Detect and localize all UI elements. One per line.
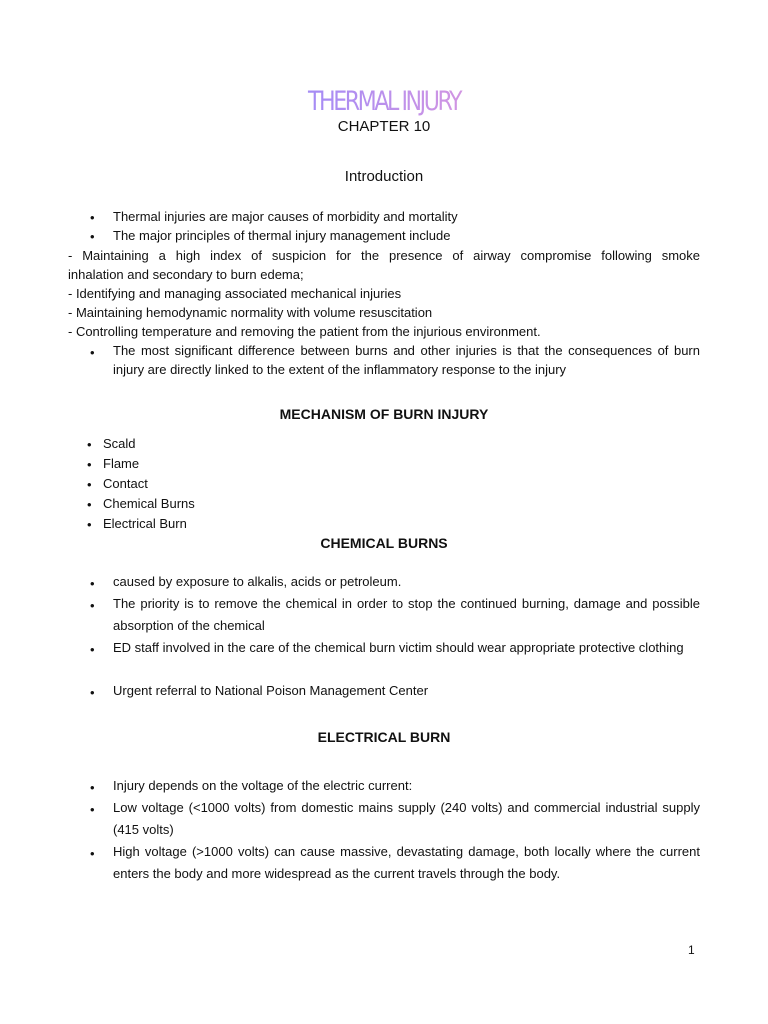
bullet-icon: • xyxy=(90,229,95,244)
chemical-item: Urgent referral to National Poison Management Center xyxy=(113,683,429,698)
chemical-item: caused by exposure to alkalis, acids or petroleum. xyxy=(113,574,402,589)
mechanism-item: Flame xyxy=(103,456,140,471)
bullet-icon: • xyxy=(90,846,95,861)
bullet-icon: • xyxy=(90,345,95,360)
bullet-icon: • xyxy=(90,685,95,700)
electrical-burn-heading: ELECTRICAL BURN xyxy=(317,729,451,745)
intro-dash-line-3: - Identifying and managing associated mechanical injuries xyxy=(68,286,402,301)
mechanism-item: Scald xyxy=(103,436,136,451)
mechanism-item: Contact xyxy=(103,476,148,491)
intro-dash-line-4: - Maintaining hemodynamic normality with volume resuscitation xyxy=(68,305,433,320)
intro-bullet-1: Thermal injuries are major causes of morbidity and mortality xyxy=(113,209,458,224)
mechanism-item: Electrical Burn xyxy=(103,516,187,531)
bullet-icon: • xyxy=(90,598,95,613)
bullet-icon: • xyxy=(87,497,92,512)
bullet-icon: • xyxy=(87,477,92,492)
bullet-icon: • xyxy=(90,210,95,225)
electrical-item: Low voltage (<1000 volts) from domestic mains supply (240 volts) and commercial industrial supply (415 volts) xyxy=(113,800,700,837)
bullet-icon: • xyxy=(90,576,95,591)
mechanism-item: Chemical Burns xyxy=(103,496,195,511)
mechanism-heading: MECHANISM OF BURN INJURY xyxy=(279,406,489,422)
chapter-label: CHAPTER 10 xyxy=(337,118,431,135)
electrical-item: Injury depends on the voltage of the electric current: xyxy=(113,778,413,793)
bullet-icon: • xyxy=(87,517,92,532)
chemical-burns-heading: CHEMICAL BURNS xyxy=(320,535,448,551)
bullet-icon: • xyxy=(90,780,95,795)
chemical-item: ED staff involved in the care of the chemical burn victim should wear appropriate protective clothing xyxy=(113,640,684,655)
intro-dash-line-2: inhalation and secondary to burn edema; xyxy=(68,267,304,282)
intro-bullet-2: The major principles of thermal injury management include xyxy=(113,228,451,243)
bullet-icon: • xyxy=(87,457,92,472)
introduction-heading: Introduction xyxy=(344,168,424,185)
intro-dash-line-5: - Controlling temperature and removing the patient from the injurious environment. xyxy=(68,324,541,339)
bullet-icon: • xyxy=(90,802,95,817)
bullet-icon: • xyxy=(87,437,92,452)
document-title: THERMAL INJURY xyxy=(69,86,699,117)
electrical-item: High voltage (>1000 volts) can cause massive, devastating damage, both locally where the current enters the body and more widespread as the current travels through the body. xyxy=(113,844,700,881)
intro-dash-line-1: - Maintaining a high index of suspicion for the presence of airway compromise following smoke xyxy=(68,248,700,263)
bullet-icon: • xyxy=(90,642,95,657)
intro-bullet-3: The most significant difference between burns and other injuries is that the consequences of burn injury are directly linked to the extent of the inflammatory response to the injury xyxy=(113,343,700,377)
page-number: 1 xyxy=(688,943,695,957)
chemical-item: The priority is to remove the chemical in order to stop the continued burning, damage and possible absorption of the chemical xyxy=(113,596,700,633)
